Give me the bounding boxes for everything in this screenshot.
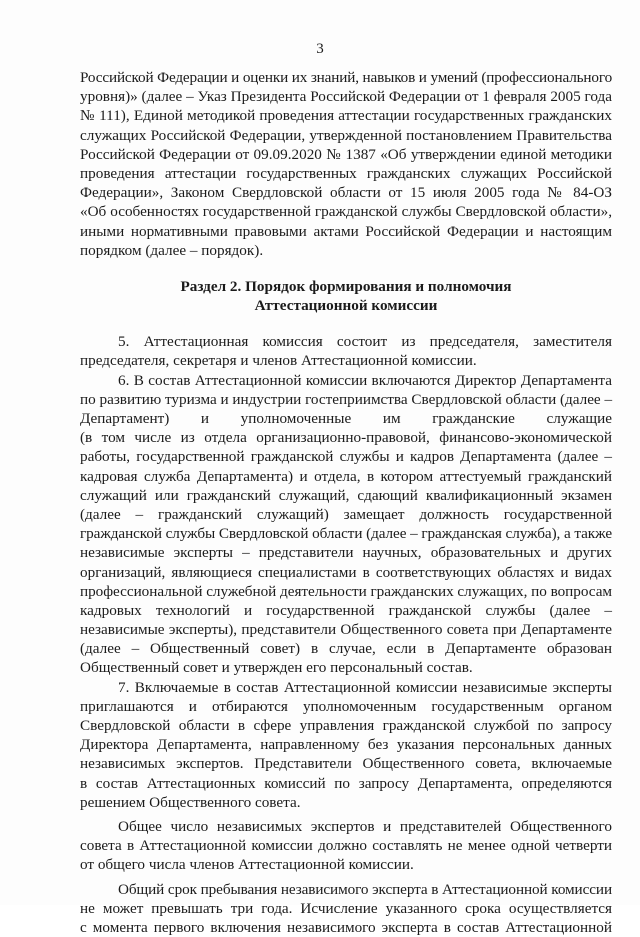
text-line: работы, государственной гражданской службы и кадров Департамента (далее – <box>80 447 612 466</box>
text-line: от общего числа членов Аттестационной комиссии. <box>80 855 612 874</box>
text-line: служащий или гражданский служащий, сдающий квалификационный экзамен <box>80 486 612 505</box>
text-line: независимые эксперты – представители научных, образовательных и других <box>80 543 612 562</box>
text-line: порядком (далее – порядок). <box>80 241 612 260</box>
text-line: не может превышать три года. Исчисление указанного срока осуществляется <box>80 899 612 918</box>
text-line: 5. Аттестационная комиссия состоит из председателя, заместителя <box>80 332 612 351</box>
text-line: Департамент) и уполномоченные им гражданские служащие <box>80 409 612 428</box>
text-line: «Об особенностях государственной гражданской службы Свердловской области», <box>80 202 612 221</box>
text-line: Свердловской области в сфере управления гражданской службой по запросу <box>80 716 612 735</box>
section-heading <box>80 277 612 315</box>
text-line: организаций, являющиеся специалистами в соответствующих областях и видах <box>80 563 612 582</box>
text-line: Российской Федерации и оценки их знаний, навыков и умений (профессионального <box>80 68 612 87</box>
document-body <box>80 68 612 937</box>
text-line: по развитию туризма и индустрии гостеприимства Свердловской области (далее – <box>80 390 612 409</box>
text-line: (в том числе из отдела организационно-правовой, финансово-экономической <box>80 428 612 447</box>
text-line: (далее – гражданский служащий) замещает должность государственной <box>80 505 612 524</box>
text-line: Общественный совет и утвержден его персональный состав. <box>80 658 612 677</box>
text-line: Российской Федерации от 09.09.2020 № 1387 «Об утверждении единой методики <box>80 145 612 164</box>
text-line: независимых экспертов. Представители Общественного совета, включаемые <box>80 754 612 773</box>
text-line: Общий срок пребывания независимого эксперта в Аттестационной комиссии <box>80 880 612 899</box>
paragraph-intro <box>80 68 612 260</box>
text-line: совета в Аттестационной комиссии должно составлять не менее одной четверти <box>80 836 612 855</box>
text-line: (далее – Общественный совет) в случае, если в Департаменте образован <box>80 639 612 658</box>
text-line: гражданской службы Свердловской области (далее – гражданская служба), а также <box>80 524 612 543</box>
text-line: независимые эксперты), представители Общественного совета при Департаменте <box>80 620 612 639</box>
text-line: № 111), Единой методикой проведения аттестации государственных гражданских <box>80 106 612 125</box>
text-line: профессиональной служебной деятельности гражданских служащих, по вопросам <box>80 582 612 601</box>
text-line: 6. В состав Аттестационной комиссии включаются Директор Департамента <box>80 371 612 390</box>
text-line: уровня)» (далее – Указ Президента Российской Федерации от 1 февраля 2005 года <box>80 87 612 106</box>
text-line: председателя, секретаря и членов Аттестационной комиссии. <box>80 351 612 370</box>
text-line: решением Общественного совета. <box>80 793 612 812</box>
paragraph-8 <box>80 817 612 875</box>
page-number: 3 <box>0 40 640 58</box>
text-line: кадровых технологий и государственной гражданской службы (далее – <box>80 601 612 620</box>
text-line: с момента первого включения независимого эксперта в состав Аттестационной <box>80 918 612 937</box>
text-line: иными нормативными правовыми актами Российской Федерации и настоящим <box>80 222 612 241</box>
paragraph-9 <box>80 880 612 937</box>
text-line: Директора Департамента, направленному без указания персональных данных <box>80 735 612 754</box>
text-line: Общее число независимых экспертов и представителей Общественного <box>80 817 612 836</box>
text-line: 7. Включаемые в состав Аттестационной комиссии независимые эксперты <box>80 678 612 697</box>
text-line: служащих Российской Федерации, утвержденной постановлением Правительства <box>80 126 612 145</box>
heading-line: Аттестационной комиссии <box>80 296 612 315</box>
paragraph-6 <box>80 371 612 678</box>
text-line: приглашаются и отбираются уполномоченным государственным органом <box>80 697 612 716</box>
text-line: в состав Аттестационных комиссий по запросу Департамента, определяются <box>80 774 612 793</box>
text-line: Федерации», Законом Свердловской области от 15 июля 2005 года № 84-ОЗ <box>80 183 612 202</box>
text-line: проведения аттестации государственных гражданских служащих Российской <box>80 164 612 183</box>
heading-line: Раздел 2. Порядок формирования и полномочия <box>80 277 612 296</box>
text-line: кадровая служба Департамента) и отдела, в котором аттестуемый гражданский <box>80 467 612 486</box>
paragraph-7 <box>80 678 612 812</box>
paragraph-5 <box>80 332 612 370</box>
